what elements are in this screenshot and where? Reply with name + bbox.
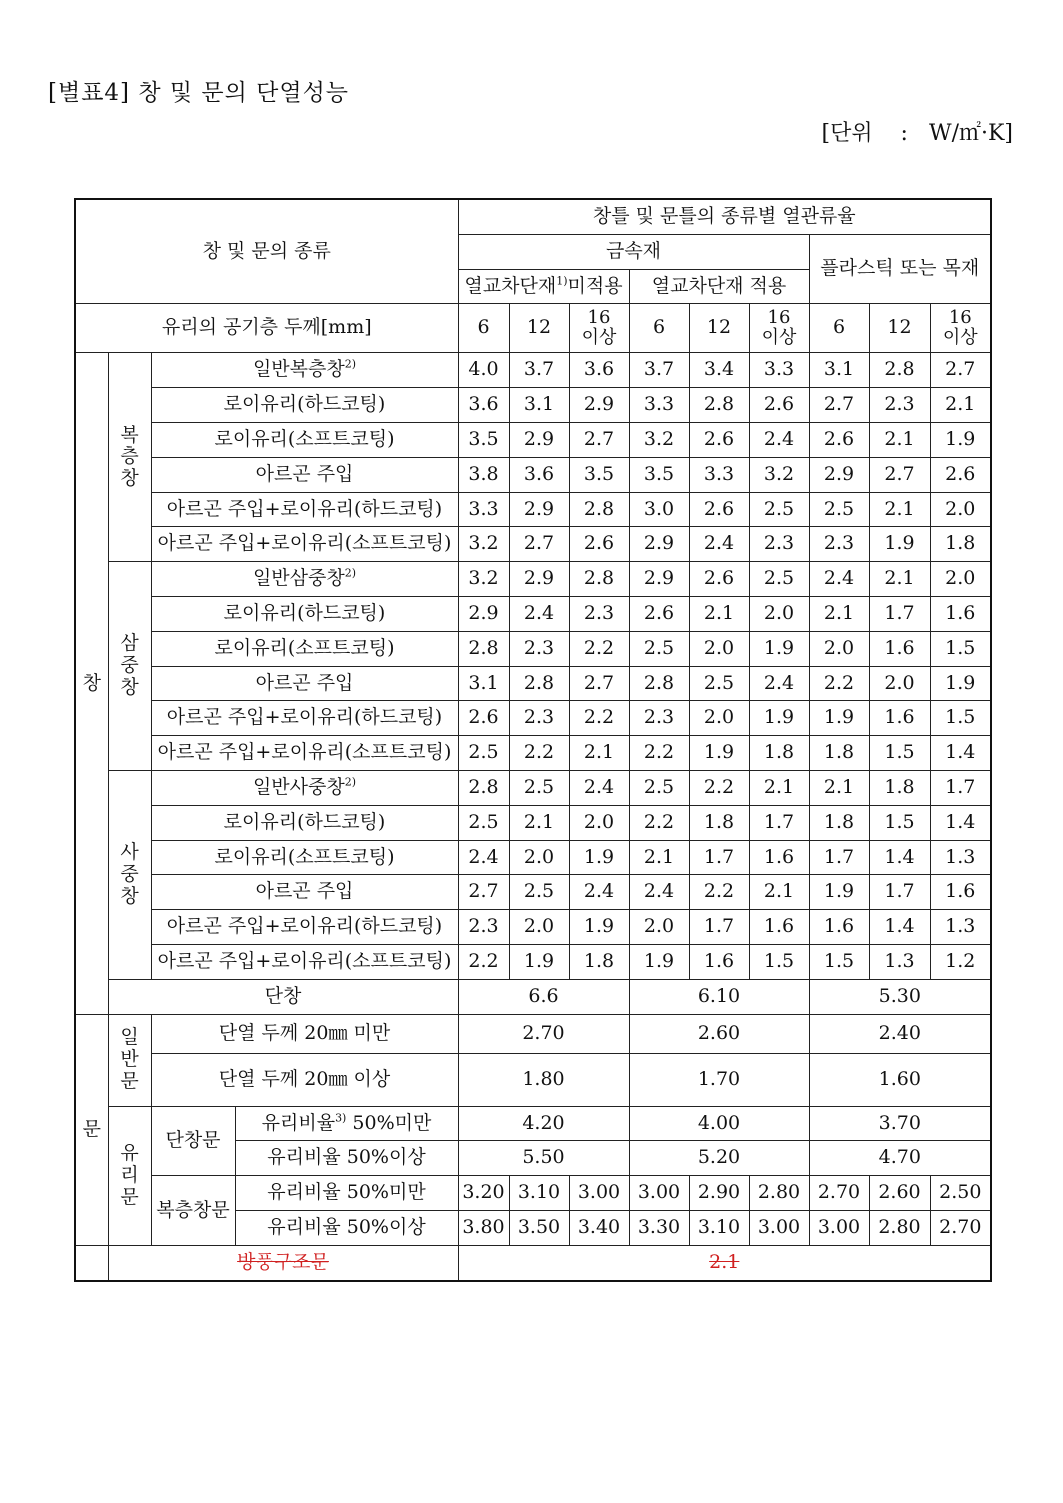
- door-type-label: 단열 두께 20㎜ 미만: [151, 1014, 458, 1053]
- u-value: 1.70: [629, 1053, 809, 1106]
- u-value: 1.4: [930, 805, 991, 840]
- u-value: 3.00: [809, 1210, 869, 1245]
- u-value: 1.6: [749, 910, 809, 945]
- u-value: 3.3: [689, 457, 749, 492]
- u-value: 2.6: [458, 701, 509, 736]
- u-value: 3.6: [509, 457, 569, 492]
- u-value: 1.9: [809, 875, 869, 910]
- u-value: 2.0: [930, 562, 991, 597]
- u-value: 1.9: [689, 736, 749, 771]
- u-value: 3.80: [458, 1210, 509, 1245]
- table-row: [75, 562, 991, 597]
- u-value: 6.10: [629, 979, 809, 1014]
- table-row: [75, 770, 991, 805]
- u-value: 2.8: [509, 666, 569, 701]
- glass-type-label: 아르곤 주입+로이유리(소프트코팅): [151, 944, 458, 979]
- u-value: 2.0: [509, 840, 569, 875]
- u-value: 5.30: [809, 979, 991, 1014]
- u-value: 3.00: [569, 1176, 629, 1211]
- u-value: 3.10: [509, 1176, 569, 1211]
- u-value: 3.3: [458, 492, 509, 527]
- u-value: 2.5: [749, 492, 809, 527]
- air-gap-value: 16 이상: [749, 304, 809, 353]
- u-value: 2.6: [689, 562, 749, 597]
- u-value: 1.9: [569, 910, 629, 945]
- u-value: 2.7: [930, 353, 991, 388]
- u-value: 2.5: [689, 666, 749, 701]
- u-value: 3.3: [629, 388, 689, 423]
- u-value: 3.6: [569, 353, 629, 388]
- blank-cell: [75, 1245, 108, 1280]
- u-value: 2.9: [509, 422, 569, 457]
- u-value: 1.5: [749, 944, 809, 979]
- u-value: 2.2: [629, 805, 689, 840]
- u-value: 2.80: [749, 1176, 809, 1211]
- u-value: 2.6: [569, 527, 629, 562]
- air-gap-header: 유리의 공기층 두께[mm]: [75, 304, 458, 353]
- unit-label: [단위 : W/㎡·K]: [821, 121, 1013, 146]
- u-value: 1.8: [809, 805, 869, 840]
- u-value: 1.5: [869, 736, 930, 771]
- u-value: 2.40: [809, 1014, 991, 1053]
- table-row: [75, 1176, 991, 1211]
- u-value: 2.70: [458, 1014, 629, 1053]
- u-value: 1.6: [869, 701, 930, 736]
- u-value: 2.1: [509, 805, 569, 840]
- insulation-table: [74, 198, 992, 1282]
- u-value: 3.10: [689, 1210, 749, 1245]
- u-value: 2.0: [809, 631, 869, 666]
- u-value: 2.5: [458, 736, 509, 771]
- u-value: 2.60: [629, 1014, 809, 1053]
- u-value: 3.5: [629, 457, 689, 492]
- u-value: 2.2: [689, 875, 749, 910]
- u-value: 2.1: [629, 840, 689, 875]
- glass-ratio-label: 유리비율 50%이상: [235, 1210, 458, 1245]
- table-row: [75, 666, 991, 701]
- u-value: 2.0: [509, 910, 569, 945]
- u-value: 2.1: [809, 596, 869, 631]
- u-value: 1.2: [930, 944, 991, 979]
- page-title: [별표4] 창 및 문의 단열성능: [48, 80, 350, 106]
- u-value: 3.3: [749, 353, 809, 388]
- u-value: 1.9: [629, 944, 689, 979]
- metal-header: 금속재: [458, 234, 809, 269]
- glass-type-label: 일반사중창$^{2)}$: [151, 770, 458, 805]
- u-value: 2.1: [869, 562, 930, 597]
- air-gap-value: 6: [629, 304, 689, 353]
- glass-type-label: 로이유리(하드코팅): [151, 805, 458, 840]
- u-value: 2.2: [458, 944, 509, 979]
- u-value: 4.70: [809, 1141, 991, 1176]
- plastic-header: 플라스틱 또는 목재: [809, 234, 991, 304]
- table-row: [75, 875, 991, 910]
- u-value: 1.4: [869, 910, 930, 945]
- u-value: 1.8: [569, 944, 629, 979]
- u-value: 2.7: [869, 457, 930, 492]
- glass-type-label: 아르곤 주입: [151, 666, 458, 701]
- u-value: 2.4: [629, 875, 689, 910]
- u-value: 3.8: [458, 457, 509, 492]
- u-value: 3.2: [458, 527, 509, 562]
- u-value: 2.5: [749, 562, 809, 597]
- u-value: 1.5: [809, 944, 869, 979]
- u-value: 1.9: [749, 631, 809, 666]
- u-value: 2.0: [749, 596, 809, 631]
- glass-type-label: 아르곤 주입+로이유리(소프트코팅): [151, 527, 458, 562]
- u-value: 3.00: [629, 1176, 689, 1211]
- main-header: 창틀 및 문틀의 종류별 열관류율: [458, 199, 991, 234]
- u-value: 1.9: [869, 527, 930, 562]
- table-row: [75, 388, 991, 423]
- u-value: 2.9: [809, 457, 869, 492]
- u-value: 2.2: [809, 666, 869, 701]
- u-value: 3.70: [809, 1106, 991, 1141]
- u-value: 2.1: [869, 492, 930, 527]
- u-value: 6.6: [458, 979, 629, 1014]
- glass-door-label: 유 리 문: [108, 1106, 151, 1245]
- windproof-door-value: 2.1: [458, 1245, 991, 1280]
- glass-type-label: 일반복층창$^{2)}$: [151, 353, 458, 388]
- u-value: 1.6: [689, 944, 749, 979]
- u-value: 2.8: [869, 353, 930, 388]
- u-value: 1.7: [689, 910, 749, 945]
- kind-header: 창 및 문의 종류: [75, 199, 458, 304]
- u-value: 3.5: [569, 457, 629, 492]
- table-row: [75, 840, 991, 875]
- u-value: 5.20: [629, 1141, 809, 1176]
- u-value: 3.5: [458, 422, 509, 457]
- air-gap-value: 12: [509, 304, 569, 353]
- u-value: 3.2: [458, 562, 509, 597]
- glass-type-label: 아르곤 주입: [151, 875, 458, 910]
- u-value: 1.8: [809, 736, 869, 771]
- u-value: 1.9: [809, 701, 869, 736]
- u-value: 2.1: [869, 422, 930, 457]
- u-value: 3.50: [509, 1210, 569, 1245]
- glass-type-label: 로이유리(소프트코팅): [151, 631, 458, 666]
- u-value: 2.4: [569, 770, 629, 805]
- table-row: [75, 805, 991, 840]
- u-value: 2.9: [458, 596, 509, 631]
- u-value: 2.1: [689, 596, 749, 631]
- u-value: 1.60: [809, 1053, 991, 1106]
- table-row: [75, 979, 991, 1014]
- u-value: 1.80: [458, 1053, 629, 1106]
- door-category-label: 문: [75, 1014, 108, 1245]
- u-value: 2.3: [809, 527, 869, 562]
- u-value: 1.9: [930, 666, 991, 701]
- glass-type-label: 로이유리(소프트코팅): [151, 422, 458, 457]
- u-value: 2.2: [569, 631, 629, 666]
- u-value: 1.6: [869, 631, 930, 666]
- u-value: 2.4: [809, 562, 869, 597]
- u-value: 1.4: [869, 840, 930, 875]
- u-value: 3.30: [629, 1210, 689, 1245]
- u-value: 2.0: [689, 701, 749, 736]
- u-value: 3.0: [629, 492, 689, 527]
- general-door-label: 일 반 문: [108, 1014, 151, 1106]
- table-row: [75, 492, 991, 527]
- single-glass-door-label: 단창문: [151, 1106, 235, 1176]
- u-value: 1.6: [809, 910, 869, 945]
- u-value: 1.3: [930, 910, 991, 945]
- u-value: 4.00: [629, 1106, 809, 1141]
- no-thermal-break-header: 열교차단재$^{1)}$미적용: [458, 269, 629, 304]
- glass-type-label: 로이유리(소프트코팅): [151, 840, 458, 875]
- u-value: 2.5: [509, 770, 569, 805]
- u-value: 2.9: [569, 388, 629, 423]
- u-value: 3.7: [509, 353, 569, 388]
- air-gap-value: 6: [458, 304, 509, 353]
- u-value: 2.5: [458, 805, 509, 840]
- air-gap-value: 6: [809, 304, 869, 353]
- u-value: 1.7: [749, 805, 809, 840]
- u-value: 5.50: [458, 1141, 629, 1176]
- u-value: 1.8: [930, 527, 991, 562]
- table-row: [75, 701, 991, 736]
- double-glass-door-label: 복층창문: [151, 1176, 235, 1246]
- u-value: 2.90: [689, 1176, 749, 1211]
- u-value: 2.8: [569, 492, 629, 527]
- u-value: 2.3: [458, 910, 509, 945]
- u-value: 2.3: [629, 701, 689, 736]
- table-row: [75, 1106, 991, 1141]
- glass-type-label: 아르곤 주입+로이유리(하드코팅): [151, 910, 458, 945]
- table-row: [75, 1053, 991, 1106]
- window-group-label: 사 중 창: [108, 770, 151, 979]
- table-row: [75, 1014, 991, 1053]
- u-value: 2.1: [749, 875, 809, 910]
- u-value: 2.2: [689, 770, 749, 805]
- glass-type-label: 로이유리(하드코팅): [151, 596, 458, 631]
- u-value: 2.7: [458, 875, 509, 910]
- u-value: 2.7: [569, 422, 629, 457]
- u-value: 1.5: [930, 701, 991, 736]
- table-row: [75, 736, 991, 771]
- u-value: 2.1: [749, 770, 809, 805]
- table-row: [75, 457, 991, 492]
- u-value: 2.9: [629, 562, 689, 597]
- thermal-break-header: 열교차단재 적용: [629, 269, 809, 304]
- air-gap-value: 12: [689, 304, 749, 353]
- u-value: 2.3: [509, 631, 569, 666]
- u-value: 1.7: [930, 770, 991, 805]
- u-value: 2.3: [569, 596, 629, 631]
- u-value: 1.9: [749, 701, 809, 736]
- u-value: 1.8: [749, 736, 809, 771]
- glass-type-label: 아르곤 주입+로이유리(하드코팅): [151, 701, 458, 736]
- u-value: 2.2: [629, 736, 689, 771]
- u-value: 1.4: [930, 736, 991, 771]
- u-value: 2.6: [689, 422, 749, 457]
- u-value: 1.8: [869, 770, 930, 805]
- window-group-label: 복 층 창: [108, 353, 151, 562]
- u-value: 3.1: [809, 353, 869, 388]
- table-row: [75, 422, 991, 457]
- u-value: 1.3: [869, 944, 930, 979]
- glass-ratio-label: 유리비율 50%미만: [235, 1176, 458, 1211]
- u-value: 2.1: [569, 736, 629, 771]
- glass-ratio-label: 유리비율$^{3)}$ 50%미만: [235, 1106, 458, 1141]
- u-value: 1.7: [689, 840, 749, 875]
- air-gap-value: 12: [869, 304, 930, 353]
- u-value: 2.3: [749, 527, 809, 562]
- u-value: 2.6: [809, 422, 869, 457]
- u-value: 2.6: [749, 388, 809, 423]
- air-gap-value: 16 이상: [569, 304, 629, 353]
- table-row: [75, 910, 991, 945]
- glass-type-label: 일반삼중창$^{2)}$: [151, 562, 458, 597]
- u-value: 2.7: [509, 527, 569, 562]
- u-value: 2.8: [629, 666, 689, 701]
- u-value: 1.6: [930, 875, 991, 910]
- u-value: 3.1: [509, 388, 569, 423]
- table-row: [75, 1245, 991, 1280]
- u-value: 2.6: [629, 596, 689, 631]
- u-value: 2.8: [458, 770, 509, 805]
- u-value: 3.40: [569, 1210, 629, 1245]
- u-value: 3.4: [689, 353, 749, 388]
- u-value: 2.70: [809, 1176, 869, 1211]
- air-gap-value: 16 이상: [930, 304, 991, 353]
- u-value: 2.2: [569, 701, 629, 736]
- glass-ratio-label: 유리비율 50%이상: [235, 1141, 458, 1176]
- u-value: 2.8: [569, 562, 629, 597]
- glass-type-label: 아르곤 주입+로이유리(하드코팅): [151, 492, 458, 527]
- u-value: 3.00: [749, 1210, 809, 1245]
- u-value: 2.0: [569, 805, 629, 840]
- u-value: 2.6: [689, 492, 749, 527]
- u-value: 2.3: [869, 388, 930, 423]
- table-row: [75, 596, 991, 631]
- u-value: 2.4: [569, 875, 629, 910]
- glass-type-label: 아르곤 주입: [151, 457, 458, 492]
- window-category-label: 창: [75, 353, 108, 1014]
- window-group-label: 삼 중 창: [108, 562, 151, 771]
- u-value: 1.9: [509, 944, 569, 979]
- u-value: 2.3: [509, 701, 569, 736]
- u-value: 2.4: [749, 666, 809, 701]
- u-value: 2.70: [930, 1210, 991, 1245]
- u-value: 1.5: [930, 631, 991, 666]
- u-value: 1.3: [930, 840, 991, 875]
- glass-type-label: 로이유리(하드코팅): [151, 388, 458, 423]
- u-value: 2.4: [509, 596, 569, 631]
- u-value: 2.0: [930, 492, 991, 527]
- u-value: 2.5: [629, 770, 689, 805]
- u-value: 1.9: [569, 840, 629, 875]
- u-value: 1.8: [689, 805, 749, 840]
- u-value: 3.6: [458, 388, 509, 423]
- u-value: 3.7: [629, 353, 689, 388]
- u-value: 2.7: [809, 388, 869, 423]
- glass-type-label: 아르곤 주입+로이유리(소프트코팅): [151, 736, 458, 771]
- single-window-label: 단창: [108, 979, 458, 1014]
- u-value: 2.9: [509, 492, 569, 527]
- u-value: 3.2: [749, 457, 809, 492]
- u-value: 2.5: [509, 875, 569, 910]
- u-value: 2.6: [930, 457, 991, 492]
- u-value: 2.1: [930, 388, 991, 423]
- u-value: 2.7: [569, 666, 629, 701]
- u-value: 2.0: [689, 631, 749, 666]
- u-value: 2.4: [749, 422, 809, 457]
- u-value: 2.4: [458, 840, 509, 875]
- u-value: 2.1: [809, 770, 869, 805]
- u-value: 2.8: [458, 631, 509, 666]
- table-row: [75, 631, 991, 666]
- u-value: 2.60: [869, 1176, 930, 1211]
- windproof-door-label: 방풍구조문: [108, 1245, 458, 1280]
- u-value: 1.7: [809, 840, 869, 875]
- table-row: [75, 527, 991, 562]
- u-value: 1.9: [930, 422, 991, 457]
- u-value: 2.9: [629, 527, 689, 562]
- u-value: 2.80: [869, 1210, 930, 1245]
- u-value: 2.5: [629, 631, 689, 666]
- u-value: 3.20: [458, 1176, 509, 1211]
- table-row: [75, 353, 991, 388]
- door-type-label: 단열 두께 20㎜ 이상: [151, 1053, 458, 1106]
- u-value: 1.7: [869, 875, 930, 910]
- u-value: 4.20: [458, 1106, 629, 1141]
- u-value: 3.2: [629, 422, 689, 457]
- u-value: 2.0: [869, 666, 930, 701]
- u-value: 2.2: [509, 736, 569, 771]
- u-value: 4.0: [458, 353, 509, 388]
- u-value: 2.4: [689, 527, 749, 562]
- u-value: 3.1: [458, 666, 509, 701]
- u-value: 2.5: [809, 492, 869, 527]
- u-value: 1.6: [930, 596, 991, 631]
- u-value: 2.0: [629, 910, 689, 945]
- u-value: 1.5: [869, 805, 930, 840]
- u-value: 2.9: [509, 562, 569, 597]
- table-row: [75, 944, 991, 979]
- u-value: 2.8: [689, 388, 749, 423]
- u-value: 1.7: [869, 596, 930, 631]
- u-value: 2.50: [930, 1176, 991, 1211]
- u-value: 1.6: [749, 840, 809, 875]
